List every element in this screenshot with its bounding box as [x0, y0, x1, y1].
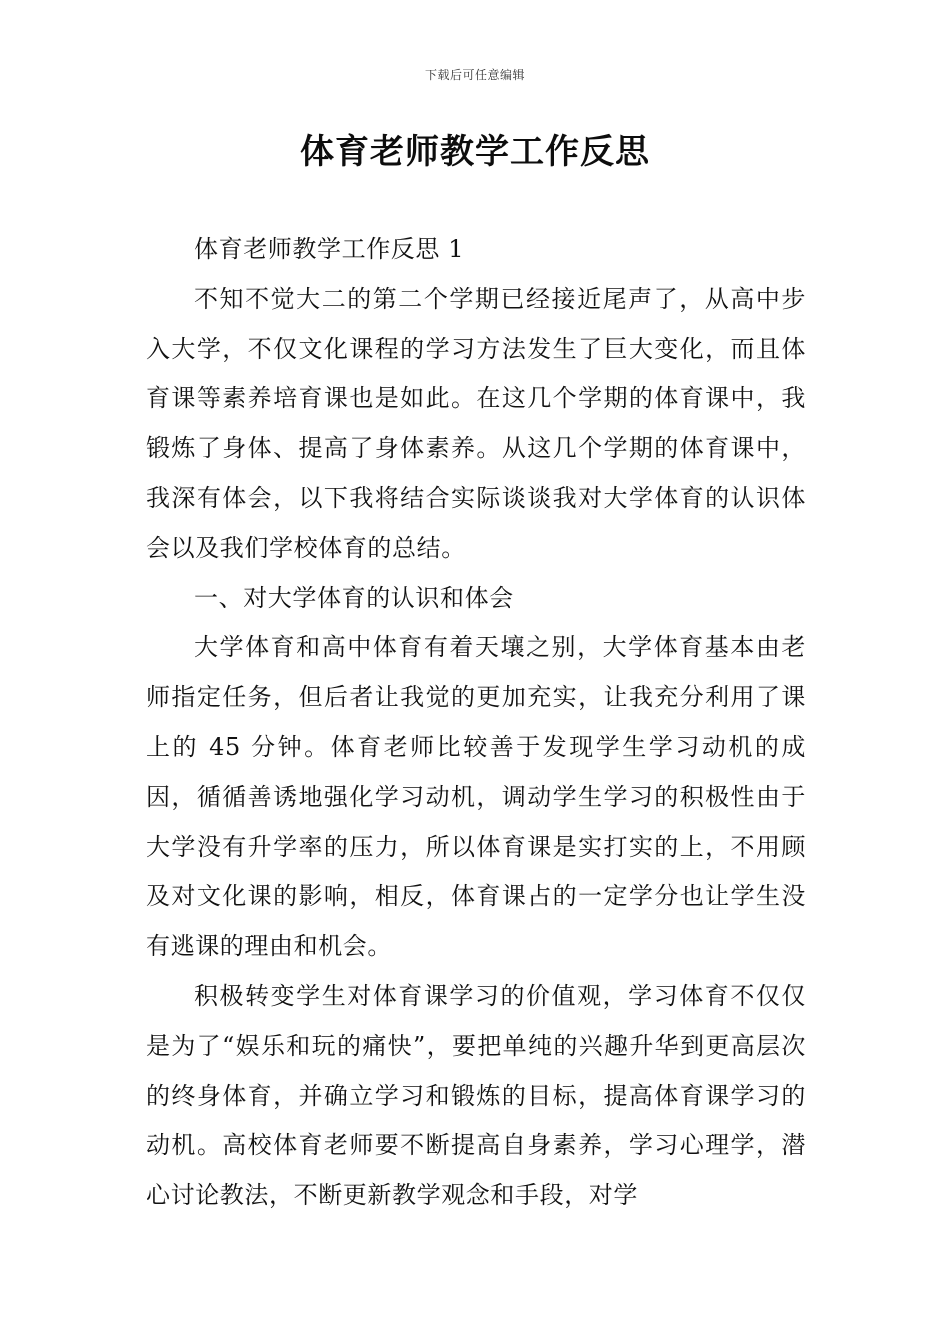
paragraph: 不知不觉大二的第二个学期已经接近尾声了，从高中步入大学，不仅文化课程的学习方法发生了巨大变化，而且体育课等素养培育课也是如此。在这几个学期的体育课中，我锻炼了身体、提高了身体素养。从这几个学期的体育课中，我深有体会，以下我将结合实际谈谈我对大学体育的认识体会以及我们学校体育的总结。	[146, 284, 806, 562]
document-body	[146, 225, 806, 1221]
paragraph: 积极转变学生对体育课学习的价值观，学习体育不仅仅是为了“娱乐和玩的痛快”，要把单纯的兴趣升华到更高层次的终身体育，并确立学习和锻炼的目标，提高体育课学习的动机。高校体育老师要不断提高自身素养，学习心理学，潜心讨论教法，不断更新教学观念和手段，对学	[146, 981, 806, 1210]
section-heading: 一、对大学体育的认识和体会	[194, 583, 514, 612]
page-title: 体育老师教学工作反思	[300, 132, 650, 172]
section-subtitle: 体育老师教学工作反思 1	[194, 235, 465, 263]
header-note: 下载后可任意编辑	[424, 68, 525, 82]
paragraph: 大学体育和高中体育有着天壤之别，大学体育基本由老师指定任务，但后者让我觉的更加充实，让我充分利用了课上的 45 分钟。体育老师比较善于发现学生学习动机的成因，循循善诱地强化学习动机，调动学生学习的积极性由于大学没有升学率的压力，所以体育课是实打实的上，不用顾及对文化课的影响，相反，体育课占的一定学分也让学生没有逃课的理由和机会。	[146, 633, 806, 961]
